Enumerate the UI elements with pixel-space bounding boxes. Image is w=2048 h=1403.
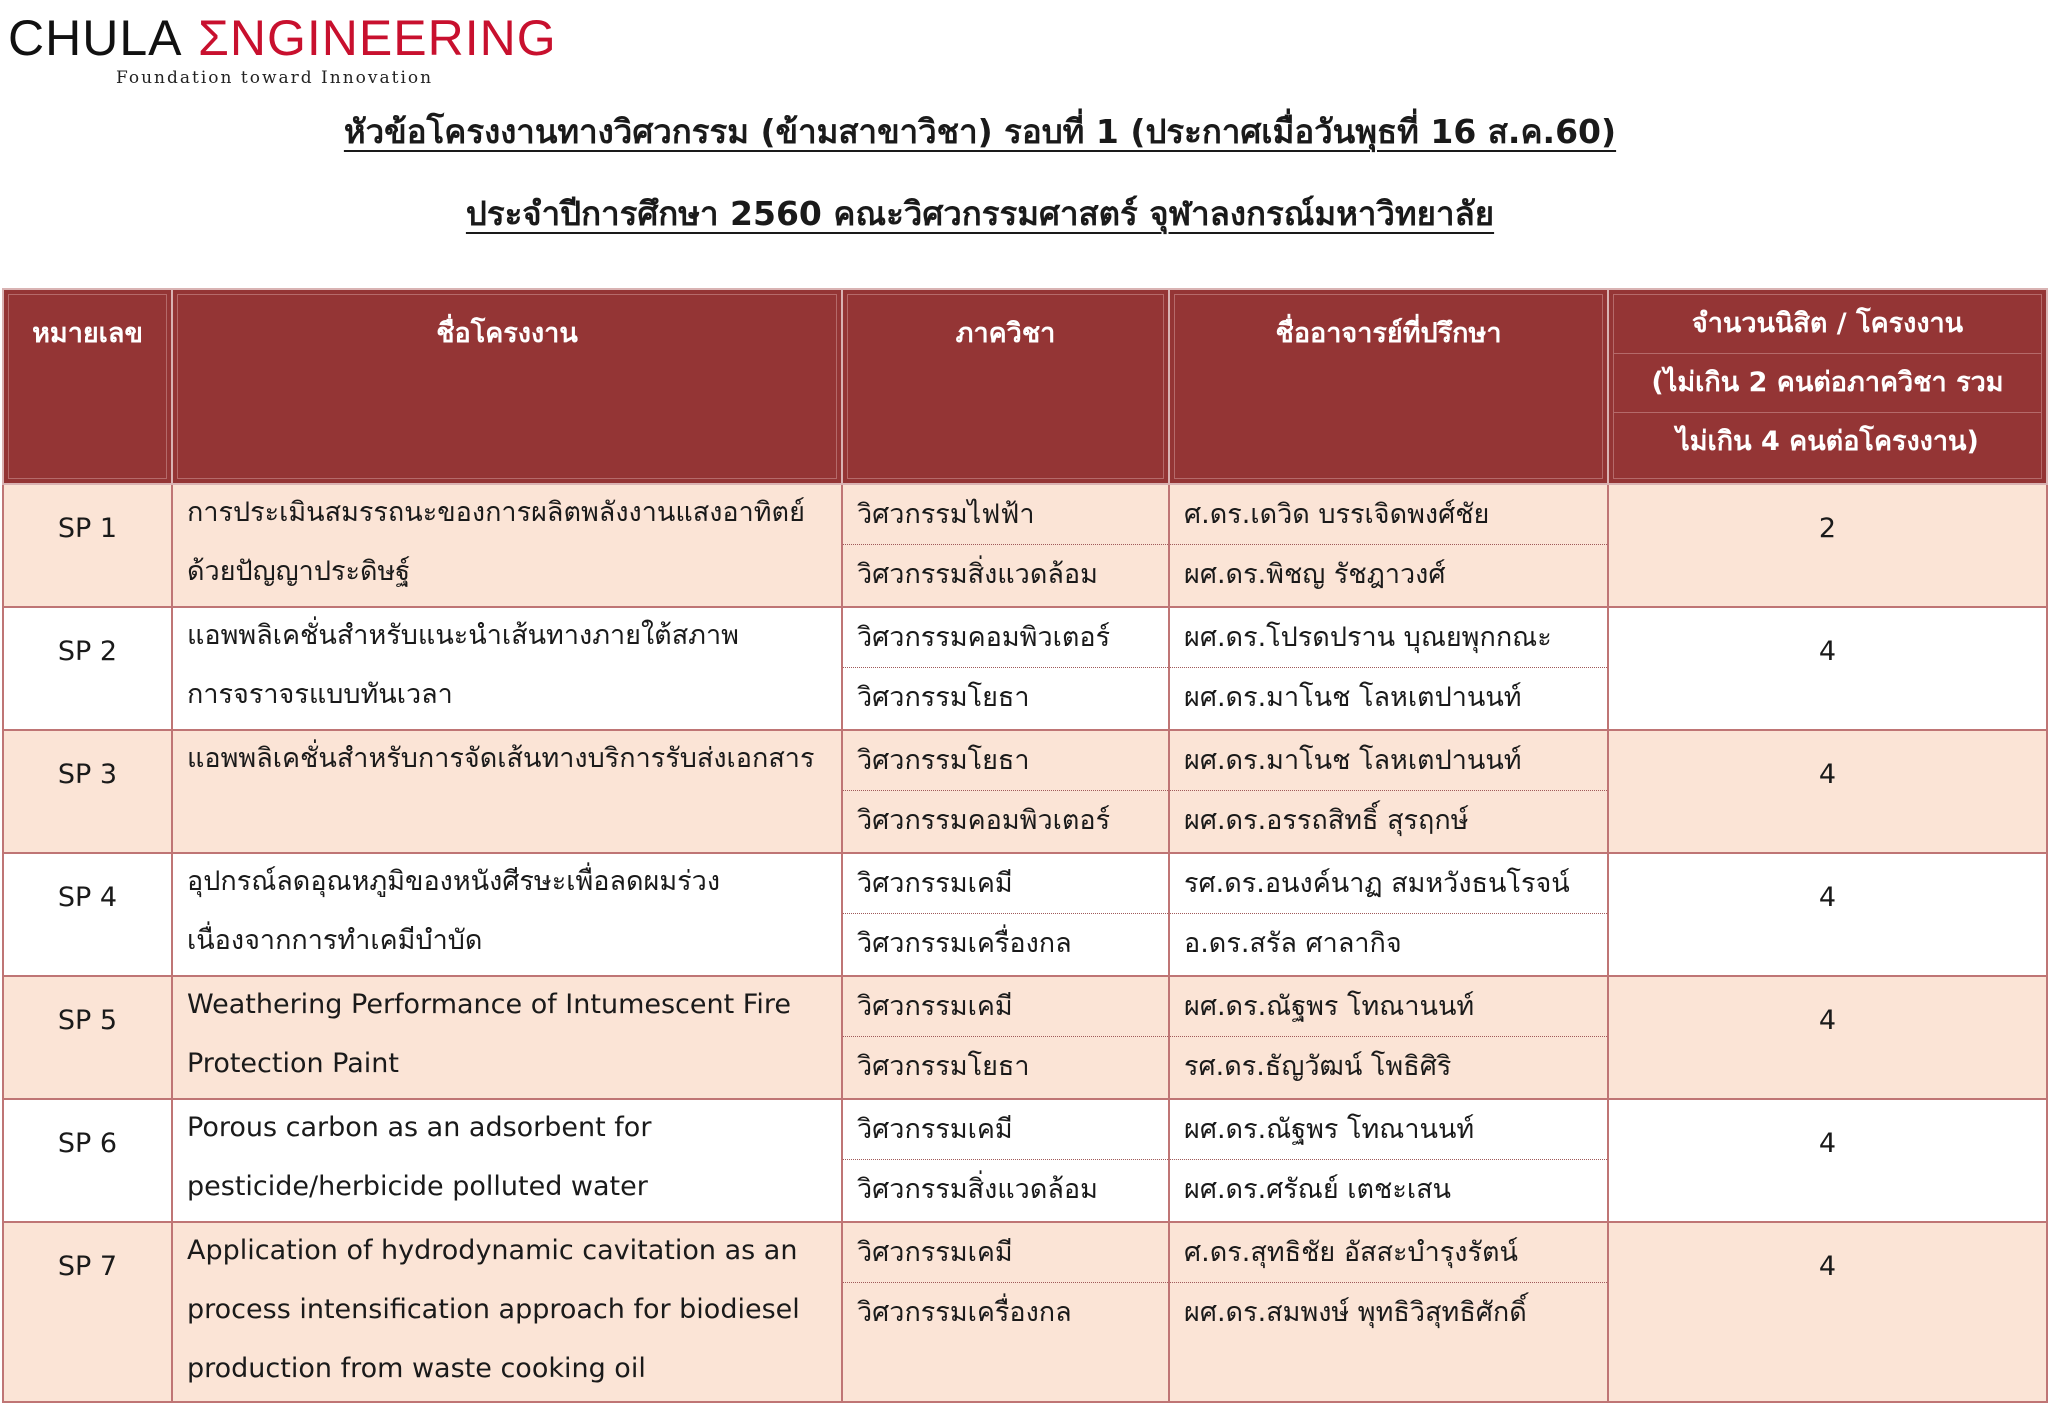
table-row [3,1099,2047,1222]
department-name: วิศวกรรมไฟฟ้า [857,499,1035,530]
student-count: 4 [1818,1005,1837,1036]
department-name: วิศวกรรมสิ่งแวดล้อม [843,544,1168,604]
advisor-name: ผศ.ดร.สมพงษ์ พุทธิวิสุทธิศักดิ์ [1170,1282,1607,1342]
cell-project-name [172,484,842,607]
table-row [3,484,2047,607]
cell-project-name [172,853,842,976]
student-count: 4 [1818,636,1837,667]
project-name-line: Weathering Performance of Intumescent Fire [187,989,791,1020]
department-name: วิศวกรรมเคมี [857,991,1013,1022]
cell-departments [842,1222,1169,1402]
cell-advisors [1169,976,1608,1099]
cell-departments [842,1099,1169,1222]
advisor-name: ผศ.ดร.โปรดปราน บุณยพุกกณะ [1184,622,1552,653]
logo-word-chula: CHULA [8,10,183,66]
header-advisor-label: ชื่ออาจารย์ที่ปรึกษา [1275,318,1502,349]
project-id: SP 6 [57,1128,118,1159]
project-name-line: เนื่องจากการทำเคมีบำบัด [187,925,483,956]
department-name: วิศวกรรมโยธา [857,745,1030,776]
department-name: วิศวกรรมสิ่งแวดล้อม [843,1159,1168,1219]
chula-engineering-logo [8,10,557,88]
cell-departments [842,976,1169,1099]
project-id: SP 5 [57,1005,118,1036]
project-id: SP 1 [57,513,118,544]
header-student-count-line-1: จำนวนนิสิต / โครงงาน [1614,295,2041,354]
cell-student-count [1608,853,2047,976]
cell-student-count [1608,484,2047,607]
cell-advisors [1169,607,1608,730]
project-name-line: แอพพลิเคชั่นสำหรับการจัดเส้นทางบริการรับส่งเอกสาร [187,743,815,774]
advisor-name: ผศ.ดร.ศรัณย์ เตชะเสน [1170,1159,1607,1219]
header-student-count-line-2: (ไม่เกิน 2 คนต่อภาควิชา รวม [1614,354,2041,413]
cell-project-name [172,607,842,730]
advisor-name: ผศ.ดร.ณัฐพร โทณานนท์ [1184,991,1475,1022]
cell-advisors [1169,1099,1608,1222]
advisor-name: รศ.ดร.ธัญวัฒน์ โพธิศิริ [1170,1036,1607,1096]
department-name: วิศวกรรมเคมี [857,1114,1013,1145]
cell-departments [842,853,1169,976]
department-name: วิศวกรรมเคมี [857,868,1013,899]
cell-number [3,853,172,976]
table-row [3,607,2047,730]
project-id: SP 7 [57,1251,118,1282]
cell-number [3,976,172,1099]
table-row [3,1222,2047,1402]
cell-number [3,1222,172,1402]
student-count: 4 [1818,882,1837,913]
project-name-line: Application of hydrodynamic cavitation as an [187,1235,798,1266]
department-name: วิศวกรรมโยธา [843,1036,1168,1096]
student-count: 2 [1818,513,1837,544]
header-advisor [1169,289,1608,484]
cell-project-name [172,1222,842,1402]
header-department [842,289,1169,484]
advisor-name: ศ.ดร.เดวิด บรรเจิดพงศ์ชัย [1184,499,1490,530]
cell-number [3,1099,172,1222]
department-name: วิศวกรรมคอมพิวเตอร์ [857,622,1111,653]
cell-departments [842,730,1169,853]
cell-departments [842,484,1169,607]
project-name-line: pesticide/herbicide polluted water [187,1171,648,1202]
cell-student-count [1608,976,2047,1099]
cell-number [3,484,172,607]
project-name-line: Protection Paint [187,1048,399,1079]
project-name-line: แอพพลิเคชั่นสำหรับแนะนำเส้นทางภายใต้สภาพ [187,620,739,651]
table-row [3,976,2047,1099]
advisor-name: ผศ.ดร.มาโนช โลหเตปานนท์ [1170,667,1607,727]
cell-number [3,607,172,730]
department-name: วิศวกรรมเคมี [857,1237,1013,1268]
cell-project-name [172,1099,842,1222]
project-name-line: Porous carbon as an adsorbent for [187,1112,652,1143]
project-name-line: ด้วยปัญญาประดิษฐ์ [187,556,411,587]
table-row [3,730,2047,853]
advisor-name: ผศ.ดร.มาโนช โลหเตปานนท์ [1184,745,1522,776]
cell-student-count [1608,607,2047,730]
department-name: วิศวกรรมเครื่องกล [843,1282,1168,1342]
logo-tagline: Foundation toward Innovation [116,68,434,88]
document-title-line-2: ประจำปีการศึกษา 2560 คณะวิศวกรรมศาสตร์ จุฬาลงกรณ์มหาวิทยาลัย [465,194,1495,233]
logo-word-engineering: ΣNGINEERING [198,10,557,66]
advisor-name: ผศ.ดร.พิชญ รัชฎาวงศ์ [1170,544,1607,604]
cell-advisors [1169,853,1608,976]
project-name-line: การจราจรแบบทันเวลา [187,679,453,710]
document-title-line-1: หัวข้อโครงงานทางวิศวกรรม (ข้ามสาขาวิชา) รอบที่ 1 (ประกาศเมื่อวันพุธที่ 16 ส.ค.60) [343,112,1617,151]
project-id: SP 4 [57,882,118,913]
table-row [3,853,2047,976]
cell-departments [842,607,1169,730]
cell-advisors [1169,730,1608,853]
header-project-name [172,289,842,484]
department-name: วิศวกรรมโยธา [843,667,1168,727]
cell-project-name [172,976,842,1099]
table-header-row [3,289,2047,484]
department-name: วิศวกรรมเครื่องกล [843,913,1168,973]
advisor-name: ผศ.ดร.ณัฐพร โทณานนท์ [1184,1114,1475,1145]
project-name-line: production from waste cooking oil [187,1353,646,1384]
header-number-label: หมายเลข [32,318,143,349]
cell-project-name [172,730,842,853]
cell-advisors [1169,1222,1608,1402]
student-count: 4 [1818,759,1837,790]
table-header [3,289,2047,484]
advisor-name: อ.ดร.สรัล ศาลากิจ [1170,913,1607,973]
cell-number [3,730,172,853]
header-department-label: ภาควิชา [955,318,1056,349]
header-number [3,289,172,484]
cell-student-count [1608,1222,2047,1402]
project-name-line: การประเมินสมรรถนะของการผลิตพลังงานแสงอาทิตย์ [187,497,805,528]
advisor-name: ศ.ดร.สุทธิชัย อัสสะบำรุงรัตน์ [1184,1237,1518,1268]
cell-student-count [1608,730,2047,853]
cell-student-count [1608,1099,2047,1222]
department-name: วิศวกรรมคอมพิวเตอร์ [843,790,1168,850]
project-name-line: process intensification approach for biodiesel [187,1294,800,1325]
student-count: 4 [1818,1128,1837,1159]
table-body [3,484,2047,1402]
advisor-name: ผศ.ดร.อรรถสิทธิ์ สุรฤกษ์ [1170,790,1607,850]
cell-advisors [1169,484,1608,607]
header-project-name-label: ชื่อโครงงาน [436,318,578,349]
header-student-count [1608,289,2047,484]
projects-table-container [2,288,2046,1403]
project-id: SP 2 [57,636,118,667]
header-student-count-line-3: ไม่เกิน 4 คนต่อโครงงาน) [1676,426,1979,457]
project-name-line: อุปกรณ์ลดอุณหภูมิของหนังศีรษะเพื่อลดผมร่วง [187,866,721,897]
project-id: SP 3 [57,759,118,790]
student-count: 4 [1818,1251,1837,1282]
advisor-name: รศ.ดร.อนงค์นาฏ สมหวังธนโรจน์ [1184,868,1570,899]
projects-table [2,288,2048,1403]
